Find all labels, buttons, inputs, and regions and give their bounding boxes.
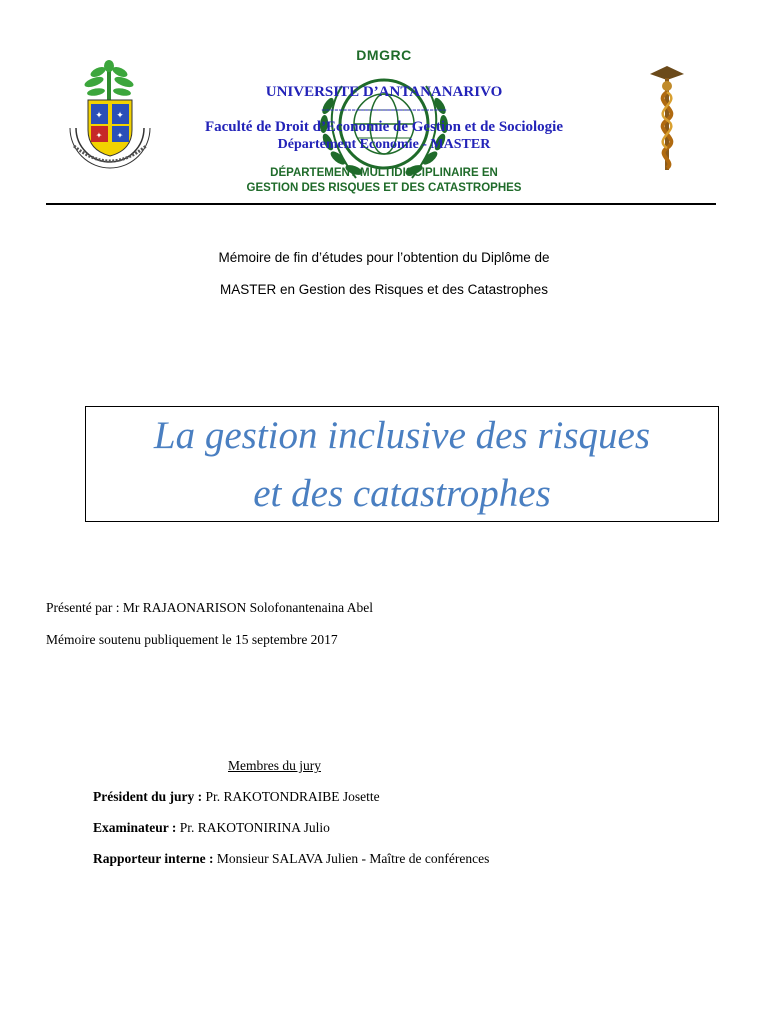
thesis-title-line1: La gestion inclusive des risques bbox=[153, 414, 651, 457]
memoire-line2: MASTER en Gestion des Risques et des Catastrophes bbox=[220, 282, 548, 297]
caduceus-logo bbox=[646, 58, 688, 174]
jury-name: Pr. RAKOTONDRAIBE Josette bbox=[202, 789, 380, 804]
jury-member bbox=[93, 851, 489, 867]
dmgrc-department-line1: DÉPARTEMENT MULTIDISCIPLINAIRE EN bbox=[270, 167, 498, 179]
jury-member bbox=[93, 820, 330, 836]
university-name: UNIVERSITE D’ANTANANARIVO bbox=[265, 84, 503, 100]
presented-by: Présenté par : Mr RAJAONARISON Solofonantenaina Abel bbox=[46, 600, 373, 615]
separator-dashes: ----------------------------- bbox=[321, 101, 447, 116]
thesis-title-box bbox=[85, 406, 719, 522]
header-divider bbox=[46, 203, 716, 205]
faculty-name: Faculté de Droit d’Economie de Gestion et de Sociologie bbox=[204, 119, 563, 135]
svg-text:✦: ✦ bbox=[116, 131, 124, 140]
jury-role: Président du jury : bbox=[93, 789, 203, 804]
svg-text:✦: ✦ bbox=[95, 111, 103, 121]
jury-heading: Membres du jury bbox=[228, 758, 321, 773]
university-logo bbox=[62, 58, 158, 176]
jury-name: Pr. RAKOTONIRINA Julio bbox=[176, 820, 330, 835]
dmgrc-label: DMGRC bbox=[356, 47, 412, 63]
jury-member bbox=[93, 789, 380, 805]
memoire-line1: Mémoire de fin d’études pour l’obtention du Diplôme de bbox=[218, 250, 550, 265]
jury-name: Monsieur SALAVA Julien - Maître de conférences bbox=[213, 851, 490, 866]
defense-date: Mémoire soutenu publiquement le 15 septembre 2017 bbox=[46, 632, 338, 647]
svg-text:✦: ✦ bbox=[95, 131, 103, 140]
jury-role: Rapporteur interne : bbox=[93, 851, 214, 866]
thesis-title-line2: et des catastrophes bbox=[253, 472, 551, 515]
dmgrc-department-line2: GESTION DES RISQUES ET DES CATASTROPHES bbox=[246, 182, 522, 194]
department-name: Département Economie - MASTER bbox=[277, 137, 491, 152]
jury-role: Examinateur : bbox=[93, 820, 177, 835]
svg-text:✦: ✦ bbox=[116, 111, 124, 121]
